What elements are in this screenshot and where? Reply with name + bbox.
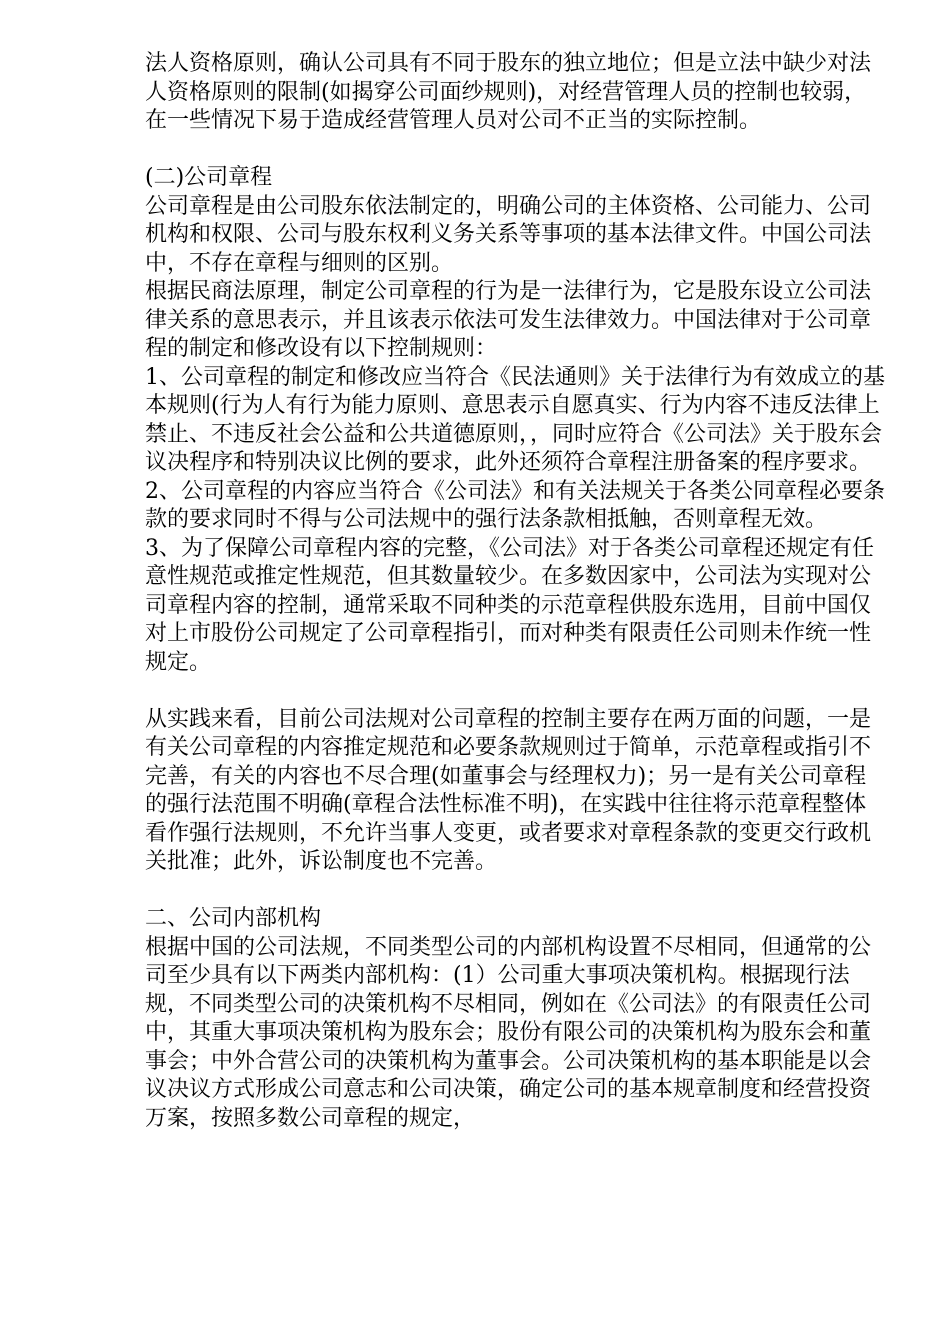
paragraph-charter-definition: 公司章程是由公司股东依法制定的，明确公司的主体资格、公司能力、公司机构和权限、公司与股东权利义务关系等事项的基本法律文件。中国公司法中，不存在章程与细则的区别。 <box>145 193 872 276</box>
paragraph-internal-organs: 根据中国的公司法规，不同类型公司的内部机构设置不尽相同，但通常的公司至少具有以下两类内部机构：(1）公司重大事项决策机构。根据现行法规，不同类型公司的决策机构不尽相同，例如在《公司法》的有限责任公司中，其重大事项决策机构为股东会；股份有限公司的决策机构为股东会和董事会；中外合营公司的决策机构为董事会。公司决策机构的基本职能是以会议决议方式形成公司意志和公司决策，确定公司的基本规章制度和经营投资万案，按照多数公司章程的规定， <box>145 934 872 1131</box>
paragraph-legal-personality: 法人资格原则，确认公司具有不同于股东的独立地位；但是立法中缺少对法人资格原则的限制(如揭穿公司面纱规则)，对经营管理人员的控制也较弱，在一些情况下易于造成经营管理人员对公司不正当的实际控制。 <box>145 51 872 133</box>
paragraph-rule-3: 3、为了保障公司章程内容的完整，《公司法》对于各类公司章程还规定有任意性规范或推定性规范，但其数量较少。在多数因家中，公司法为实现对公司章程内容的控制，通常采取不同种类的示范章程供股东选用，目前中国仅对上市股份公司规定了公司章程指引，而对种类有限责任公司则未作统一性规定。 <box>145 535 874 675</box>
paragraph-rule-2: 2、公司章程的内容应当符合《公司法》和有关法规关于各类公同章程必要条款的要求同时不得与公司法规中的强行法条款相抵触，否则章程无效。 <box>145 478 885 532</box>
paragraph-charter-principle: 根据民商法原理，制定公司章程的行为是一法律行为，它是股东设立公司法律关系的意思表示，并且该表示依法可发生法律效力。中国法律对于公司章程的制定和修改设有以下控制规则： <box>145 279 872 361</box>
section-heading-company-charter: (二)公司章程 <box>145 165 273 190</box>
paragraph-spacer <box>145 877 885 906</box>
document-page <box>145 50 885 1133</box>
paragraph-practice-issues: 从实践来看，目前公司法规对公司章程的控制主要存在两万面的问题，一是有关公司章程的内容推定规范和必要条款规则过于简单，示范章程或指引不完善，有关的内容也不尽合理(如董事会与经理权力)；另一是有关公司章程的强行法范围不明确(章程合法性标准不明)，在实践中往往将示范章程整体看作强行法规则，不允许当事人变更，或者要求对章程条款的变更交行政机关批准；此外，诉讼制度也不完善。 <box>145 706 872 874</box>
section-heading-internal-organs: 二、公司内部机构 <box>145 906 322 931</box>
paragraph-rule-1: 1、公司章程的制定和修改应当符合《民法通则》关于法律行为有效成立的基本规则(行为人有行为能力原则、意思表示自愿真实、行为内容不违反法律上禁止、不违反社会公益和公共道德原则，，同时应符合《公司法》关于股东会议决程序和特别决议比例的要求，此外还须符合章程注册备案的程序要求。 <box>145 364 885 475</box>
paragraph-spacer <box>145 677 885 706</box>
paragraph-spacer <box>145 136 885 165</box>
